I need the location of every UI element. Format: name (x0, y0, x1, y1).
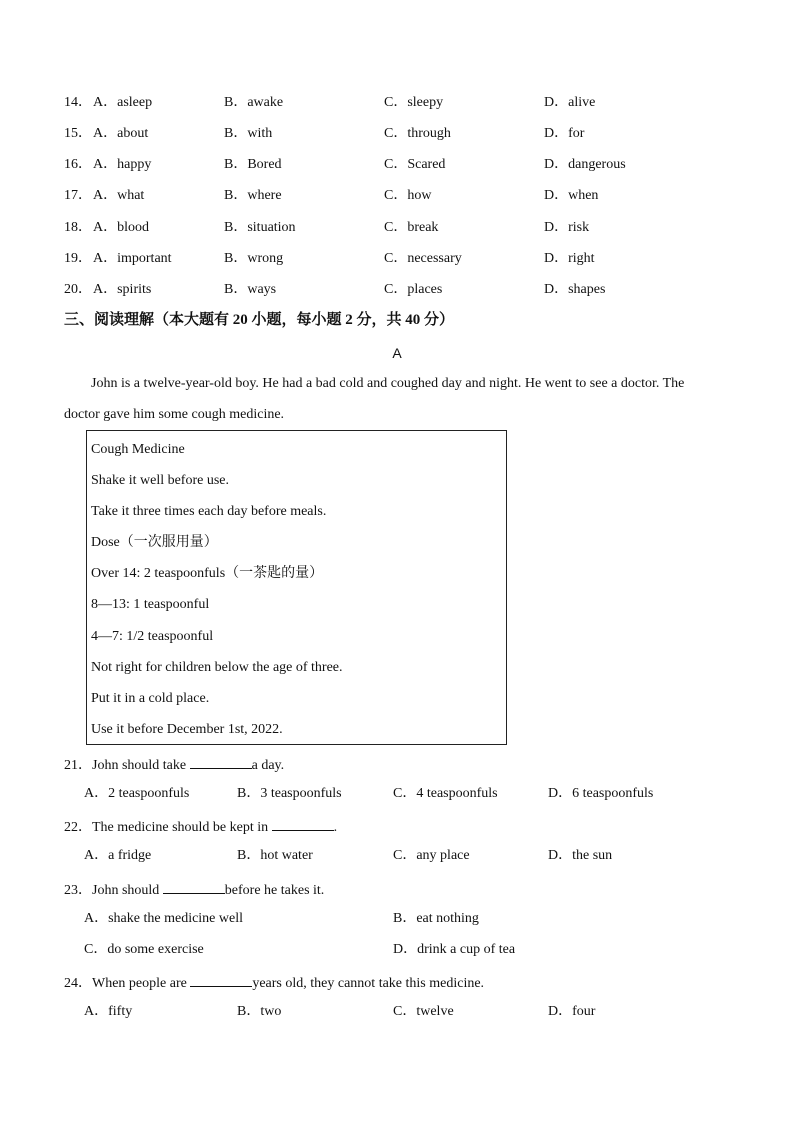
question-number: 15． (64, 126, 92, 141)
answer-blank (190, 756, 252, 769)
option-a: A．about (93, 126, 149, 141)
box-line: Over 14: 2 teaspoonfuls（一茶匙的量） (91, 566, 324, 581)
option-row-14 (0, 96, 794, 114)
section-title: 三、阅读理解（本大题有 20 小题，每小题 2 分，共 40 分） (64, 312, 455, 328)
option-a: A．fifty (84, 1004, 133, 1019)
question-21-options (0, 787, 794, 805)
option-c: C．sleepy (384, 95, 444, 110)
stem-text: 23．John should (64, 883, 163, 898)
option-b: B．awake (224, 95, 284, 110)
option-b: B．situation (224, 220, 296, 235)
question-24-stem (0, 974, 794, 992)
stem-text: 21．John should take (64, 758, 190, 773)
option-a: A．happy (93, 157, 152, 172)
question-21-stem (0, 756, 794, 774)
passage-label: A (392, 345, 402, 361)
stem-text-after: . (333, 820, 338, 835)
option-d: D．dangerous (544, 157, 626, 172)
option-d: D．the sun (548, 848, 613, 863)
option-a: A．a fridge (84, 848, 152, 863)
option-b: B．eat nothing (393, 911, 479, 926)
stem-text-after: before he takes it. (224, 883, 325, 898)
option-a: A．2 teaspoonfuls (84, 786, 190, 801)
question-23-stem (0, 881, 794, 899)
option-b: B．with (224, 126, 273, 141)
option-a: A．blood (93, 220, 149, 235)
box-line: Take it three times each day before meals. (91, 504, 327, 519)
option-d: D．right (544, 251, 595, 266)
box-line: 4—7: 1/2 teaspoonful (91, 629, 214, 644)
option-c: C．break (384, 220, 439, 235)
question-24-options (0, 1005, 794, 1023)
option-a: A．shake the medicine well (84, 911, 244, 926)
question-22-options (0, 849, 794, 867)
option-c: C．do some exercise (84, 942, 204, 957)
option-b: B．hot water (237, 848, 313, 863)
option-c: C．Scared (384, 157, 446, 172)
option-a: A．what (93, 188, 145, 203)
question-number: 19． (64, 251, 92, 266)
box-line: Use it before December 1st, 2022. (91, 722, 283, 737)
stem-text: 24．When people are (64, 976, 191, 991)
passage-intro-line-2: doctor gave him some cough medicine. (64, 407, 285, 422)
option-d: D．when (544, 188, 599, 203)
option-a: A．important (93, 251, 172, 266)
box-title: Cough Medicine (91, 442, 185, 457)
option-row-18 (0, 221, 794, 239)
passage-intro-line-1: John is a twelve-year-old boy. He had a bad cold and coughed day and night. He went to see a doctor. The (91, 376, 685, 391)
box-line: Not right for children below the age of three. (91, 660, 343, 675)
option-d: D．6 teaspoonfuls (548, 786, 654, 801)
option-b: B．3 teaspoonfuls (237, 786, 342, 801)
box-line: Shake it well before use. (91, 473, 230, 488)
option-d: D．four (548, 1004, 596, 1019)
box-line: 8—13: 1 teaspoonful (91, 597, 210, 612)
answer-blank (190, 974, 252, 987)
stem-text-after: a day. (251, 758, 285, 773)
option-c: C．how (384, 188, 432, 203)
answer-blank (163, 881, 225, 894)
option-b: B．where (224, 188, 282, 203)
question-number: 17． (64, 188, 92, 203)
option-c: C．through (384, 126, 451, 141)
option-c: C．any place (393, 848, 470, 863)
question-number: 16． (64, 157, 92, 172)
option-b: B．Bored (224, 157, 282, 172)
option-row-20 (0, 283, 794, 301)
question-number: 18． (64, 220, 92, 235)
box-line: Put it in a cold place. (91, 691, 210, 706)
question-23-options-row-2 (0, 943, 794, 961)
option-c: C．places (384, 282, 443, 297)
option-d: D．drink a cup of tea (393, 942, 516, 957)
option-row-16 (0, 158, 794, 176)
option-b: B．ways (224, 282, 277, 297)
question-23-options-row-1 (0, 912, 794, 930)
option-c: C．necessary (384, 251, 462, 266)
option-row-17 (0, 189, 794, 207)
stem-text-after: years old, they cannot take this medicine. (252, 976, 485, 991)
option-row-19 (0, 252, 794, 270)
medicine-label-box (86, 430, 507, 745)
option-d: D．risk (544, 220, 590, 235)
option-a: A．spirits (93, 282, 152, 297)
option-b: B．two (237, 1004, 282, 1019)
option-c: C．twelve (393, 1004, 454, 1019)
answer-blank (272, 818, 334, 831)
option-a: A．asleep (93, 95, 153, 110)
option-c: C．4 teaspoonfuls (393, 786, 498, 801)
option-d: D．for (544, 126, 585, 141)
box-line: Dose（一次服用量） (91, 535, 218, 550)
option-row-15 (0, 127, 794, 145)
question-number: 20． (64, 282, 92, 297)
option-b: B．wrong (224, 251, 284, 266)
question-number: 14． (64, 95, 92, 110)
question-22-stem (0, 818, 794, 836)
option-d: D．alive (544, 95, 596, 110)
option-d: D．shapes (544, 282, 606, 297)
stem-text: 22．The medicine should be kept in (64, 820, 272, 835)
